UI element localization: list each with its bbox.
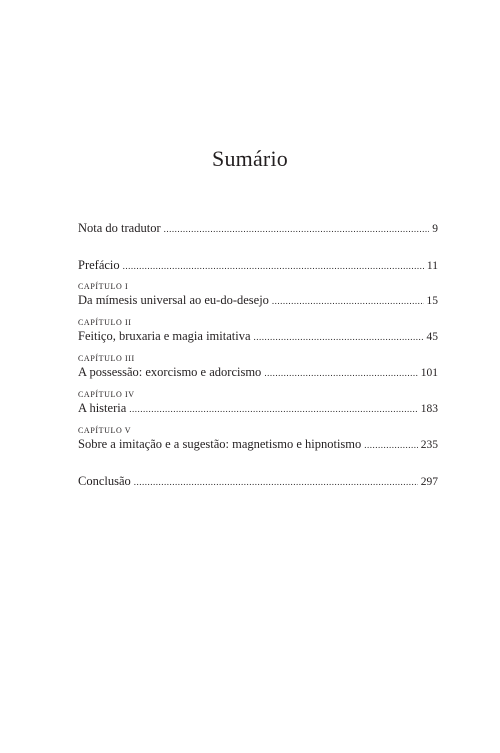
toc-line xyxy=(78,257,438,274)
toc-entry-capitulo-3 xyxy=(78,354,438,381)
toc-line xyxy=(78,220,438,237)
toc-page-number: 11 xyxy=(426,260,438,272)
toc-entry-title: Feitiço, bruxaria e magia imitativa xyxy=(78,329,251,343)
chapter-label: CAPÍTULO III xyxy=(78,354,135,363)
toc-line xyxy=(78,292,438,309)
toc-entry-title: Prefácio xyxy=(78,258,120,272)
dot-leader xyxy=(364,437,417,453)
toc-line xyxy=(78,364,438,381)
toc-entry-capitulo-5 xyxy=(78,426,438,453)
toc-entry-conclusao xyxy=(78,473,438,490)
toc-entry-nota-do-tradutor xyxy=(78,220,438,237)
dot-leader xyxy=(264,365,417,381)
toc-page-number: 235 xyxy=(420,439,438,451)
page-title: Sumário xyxy=(212,146,288,171)
chapter-label: CAPÍTULO V xyxy=(78,426,132,435)
toc-entry-capitulo-1 xyxy=(78,282,438,309)
toc-line xyxy=(78,400,438,417)
toc-page-number: 297 xyxy=(420,476,438,488)
toc-entry-title: Da mímesis universal ao eu-do-desejo xyxy=(78,293,269,307)
toc-entry-title: A histeria xyxy=(78,401,127,415)
toc-entry-title: Conclusão xyxy=(78,474,131,488)
toc-page-number: 183 xyxy=(420,403,438,415)
toc-page-number: 101 xyxy=(420,367,438,379)
dot-leader xyxy=(272,293,424,309)
toc-line xyxy=(78,328,438,345)
dot-leader xyxy=(123,258,424,274)
chapter-label: CAPÍTULO IV xyxy=(78,390,135,399)
toc-line xyxy=(78,436,438,453)
chapter-label: CAPÍTULO I xyxy=(78,282,129,291)
toc-entry-title: Sobre a imitação e a sugestão: magnetismo e hipnotismo xyxy=(78,437,362,451)
toc-entry-capitulo-4 xyxy=(78,390,438,417)
toc-line xyxy=(78,473,438,490)
toc-page-number: 45 xyxy=(426,331,438,343)
dot-leader xyxy=(254,329,424,345)
chapter-label: CAPÍTULO II xyxy=(78,318,132,327)
toc-entry-capitulo-2 xyxy=(78,318,438,345)
toc-entry-title: A possessão: exorcismo e adorcismo xyxy=(78,365,262,379)
toc-entry-title: Nota do tradutor xyxy=(78,221,161,235)
dot-leader xyxy=(134,474,418,490)
toc-entry-prefacio xyxy=(78,257,438,274)
toc-page-number: 15 xyxy=(426,295,438,307)
dot-leader xyxy=(164,221,430,237)
dot-leader xyxy=(129,401,417,417)
toc-page-number: 9 xyxy=(432,223,438,235)
